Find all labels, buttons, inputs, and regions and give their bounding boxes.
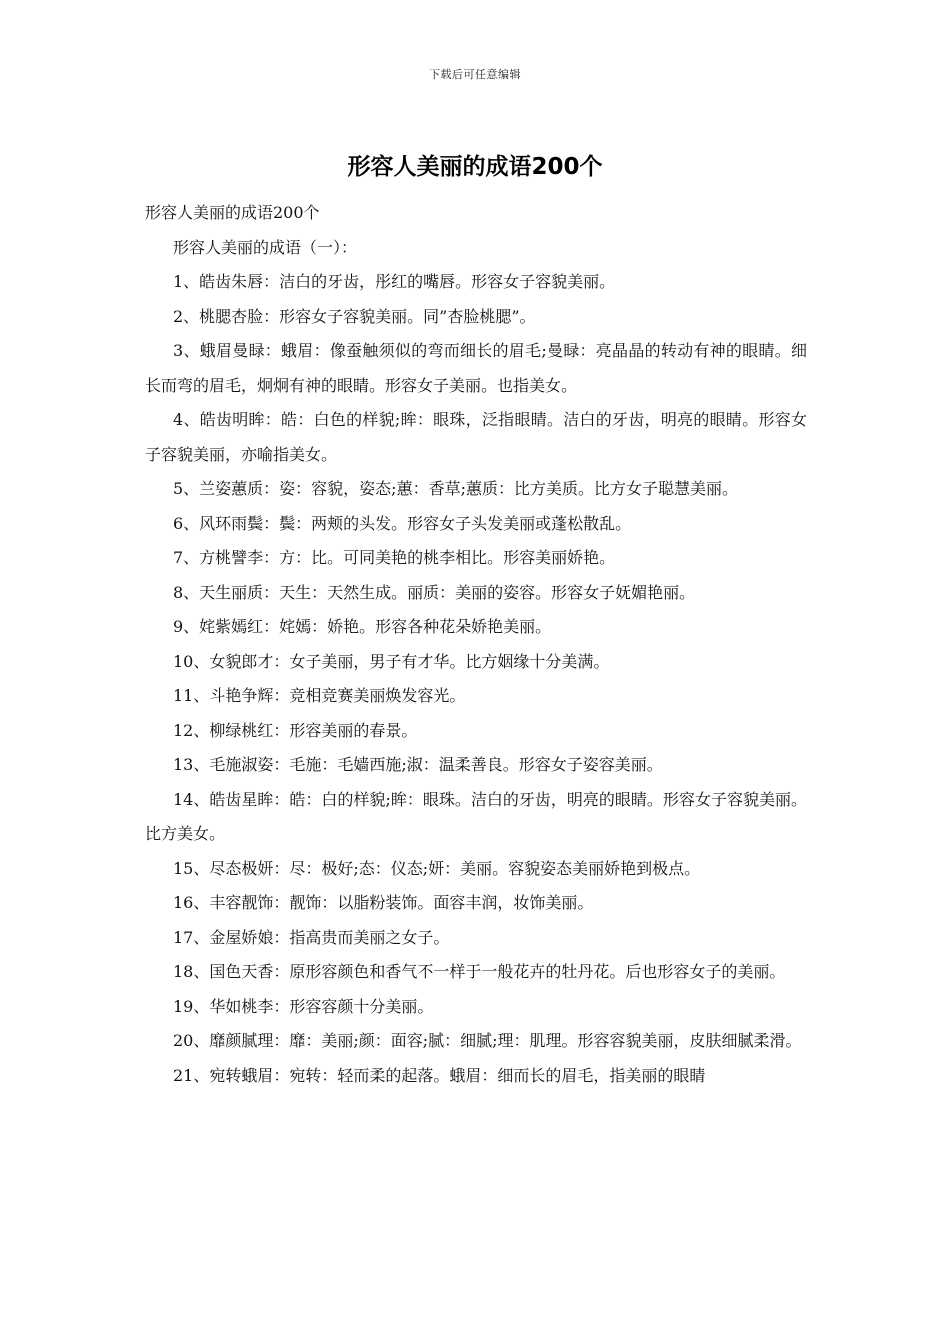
text-paragraph: 5、兰姿蕙质：姿：容貌，姿态;蕙：香草;蕙质：比方美质。比方女子聪慧美丽。	[173, 479, 738, 498]
text-paragraph: 14、皓齿星眸：皓：白的样貌;眸：眼珠。洁白的牙齿，明亮的眼睛。形容女子容貌美丽。比方美女。	[145, 789, 807, 843]
text-paragraph: 12、柳绿桃红：形容美丽的春景。	[173, 720, 418, 740]
subtitle-paragraph: 形容人美丽的成语200个	[145, 203, 320, 222]
text-paragraph: 4、皓齿明眸：皓：白色的样貌;眸：眼珠，泛指眼睛。洁白的牙齿，明亮的眼睛。形容女子容貌美丽，亦喻指美女。	[145, 410, 807, 464]
text-paragraph: 20、靡颜腻理：靡：美丽;颜：面容;腻：细腻;理：肌理。形容容貌美丽，皮肤细腻柔滑。	[173, 1031, 802, 1050]
text-paragraph: 8、天生丽质：天生：天然生成。丽质：美丽的姿容。形容女子妩媚艳丽。	[173, 582, 696, 602]
text-paragraph: 9、姹紫嫣红：姹嫣：娇艳。形容各种花朵娇艳美丽。	[173, 617, 552, 636]
text-paragraph: 11、斗艳争辉：竞相竞赛美丽焕发容光。	[173, 686, 466, 705]
text-paragraph: 10、女貌郎才：女子美丽，男子有才华。比方姻缘十分美满。	[173, 651, 610, 671]
text-paragraph: 18、国色天香：原形容颜色和香气不一样于一般花卉的牡丹花。后也形容女子的美丽。	[173, 962, 786, 981]
text-paragraph: 7、方桃譬李：方：比。可同美艳的桃李相比。形容美丽娇艳。	[173, 548, 616, 567]
text-paragraph: 3、蛾眉曼睩：蛾眉：像蚕触须似的弯而细长的眉毛;曼睩：亮晶晶的转动有神的眼睛。细长而弯的眉毛，炯炯有神的眼睛。形容女子美丽。也指美女。	[145, 341, 807, 395]
text-paragraph: 13、毛施淑姿：毛施：毛嫱西施;淑：温柔善良。形容女子姿容美丽。	[173, 755, 663, 774]
text-paragraph: 2、桃腮杏脸：形容女子容貌美丽。同”杏脸桃腮”。	[173, 306, 536, 326]
text-paragraph: 1、皓齿朱唇：洁白的牙齿，彤红的嘴唇。形容女子容貌美丽。	[173, 272, 616, 291]
document-body	[145, 196, 807, 1093]
text-paragraph: 21、宛转蛾眉：宛转：轻而柔的起落。蛾眉：细而长的眉毛，指美丽的眼睛	[173, 1065, 706, 1085]
text-paragraph: 6、风环雨鬓：鬓：两颊的头发。形容女子头发美丽或蓬松散乱。	[173, 513, 632, 533]
text-paragraph: 15、尽态极妍：尽：极好;态：仪态;妍：美丽。容貌姿态美丽娇艳到极点。	[173, 858, 701, 878]
text-paragraph: 形容人美丽的成语（一）：	[173, 237, 358, 257]
text-paragraph: 16、丰容靓饰：靓饰：以脂粉装饰。面容丰润，妆饰美丽。	[173, 893, 594, 912]
page-header-note: 下载后可任意编辑	[429, 68, 521, 81]
document-title: 形容人美丽的成语200个	[347, 154, 603, 180]
text-paragraph: 17、金屋娇娘：指高贵而美丽之女子。	[173, 927, 450, 947]
text-paragraph: 19、华如桃李：形容容颜十分美丽。	[173, 996, 434, 1016]
